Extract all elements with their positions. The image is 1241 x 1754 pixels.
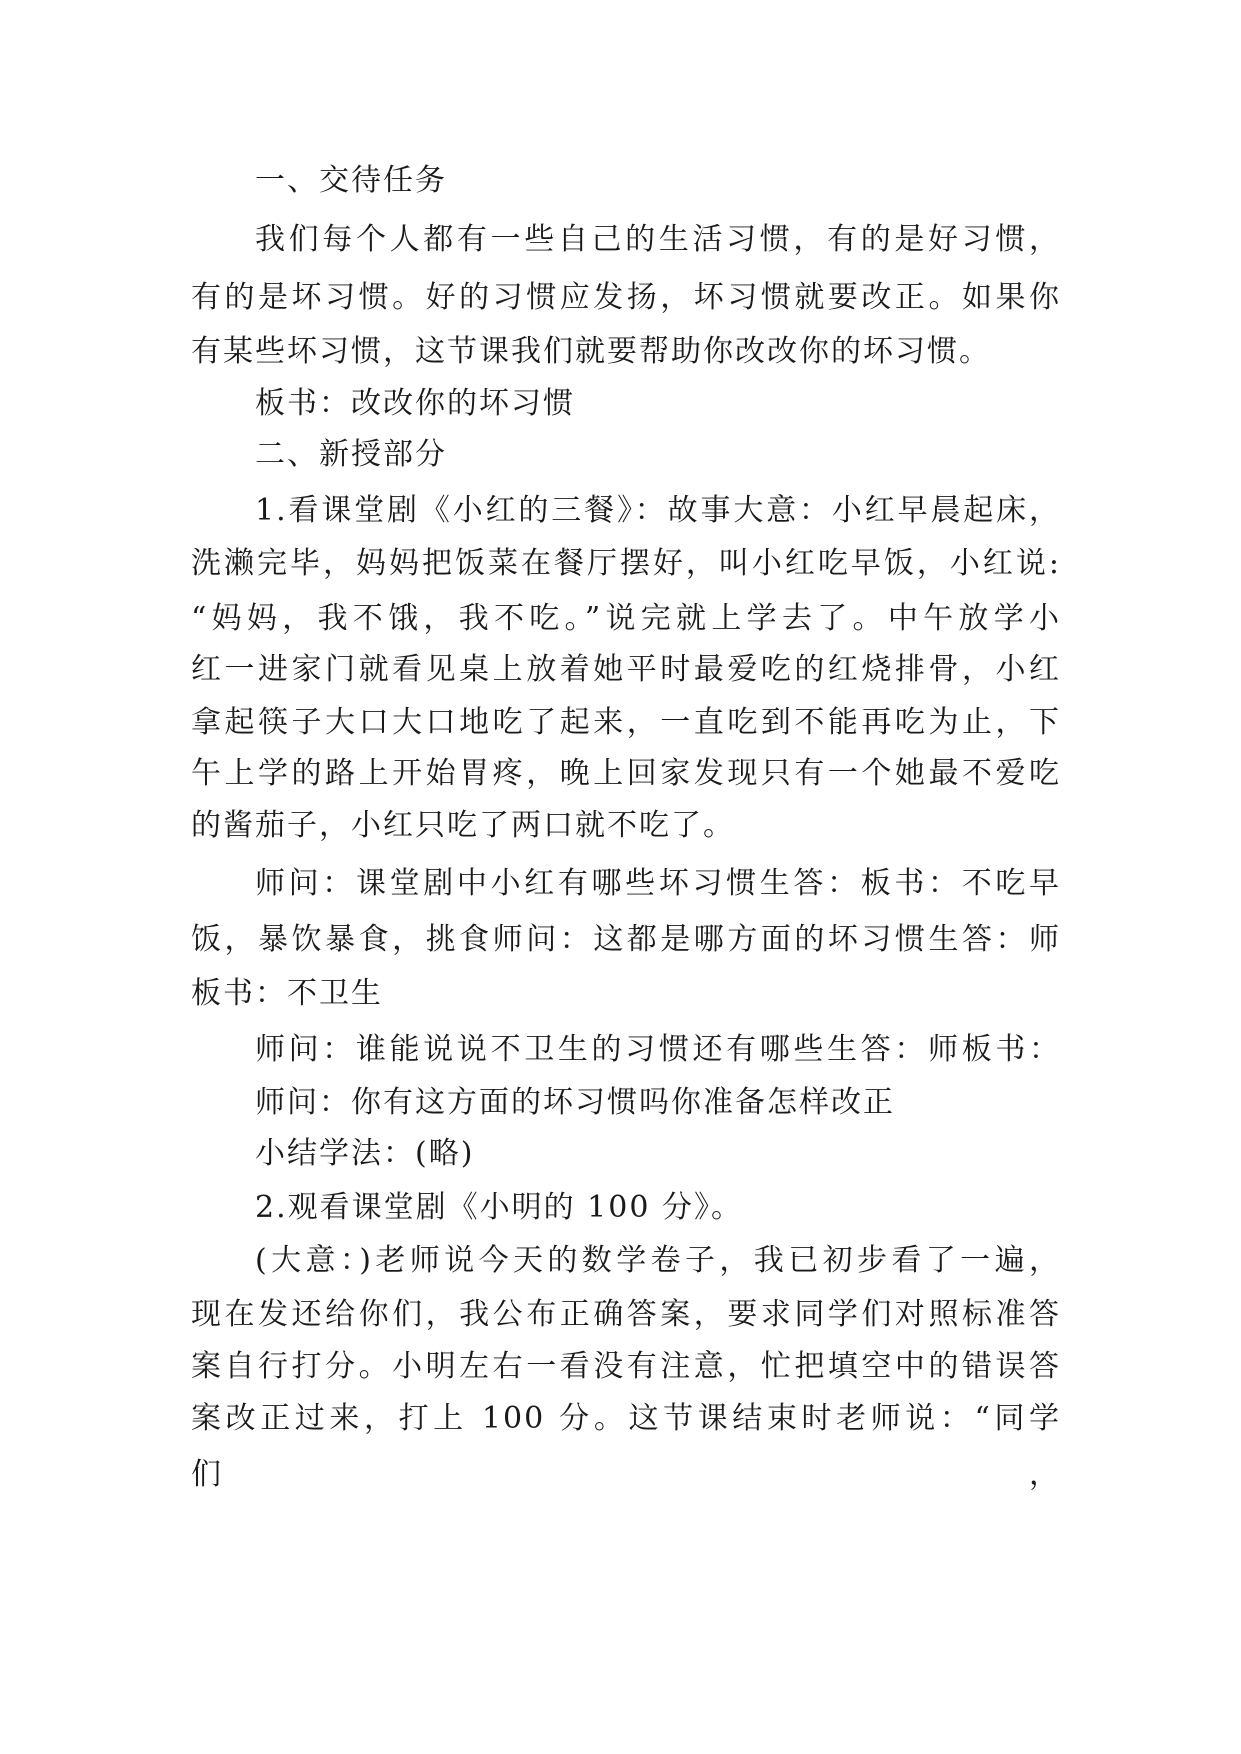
paragraph-line: “妈妈，我不饿，我不吃。”说完就上学去了。中午放学小: [191, 601, 1061, 636]
section-heading-1: 一、交待任务: [255, 163, 447, 198]
board-note: 板书：改改你的坏习惯: [255, 386, 575, 421]
paragraph-line: 午上学的路上开始胃疼，晚上回家发现只有一个她最不爱吃: [191, 756, 1061, 791]
paragraph-line: 红一进家门就看见桌上放着她平时最爱吃的红烧排骨，小红: [191, 652, 1061, 687]
paragraph-line: 师问：课堂剧中小红有哪些坏习惯生答：板书：不吃早: [255, 866, 1061, 901]
paragraph-line: 拿起筷子大口大口地吃了起来，一直吃到不能再吃为止，下: [191, 705, 1061, 740]
paragraph-line: 师问：你有这方面的坏习惯吗你准备怎样改正: [255, 1085, 895, 1120]
paragraph-line: 我们每个人都有一些自己的生活习惯，有的是好习惯，: [255, 222, 1061, 257]
paragraph-line: 有的是坏习惯。好的习惯应发扬，坏习惯就要改正。如果你: [191, 280, 1061, 315]
paragraph-line: (大意：)老师说今天的数学卷子，我已初步看了一遍，: [255, 1243, 1061, 1278]
paragraph-line: 有某些坏习惯，这节课我们就要帮助你改改你的坏习惯。: [191, 334, 991, 369]
paragraph-line: 师问：谁能说说不卫生的习惯还有哪些生答：师板书：: [255, 1032, 1061, 1067]
paragraph-line: 饭，暴饮暴食，挑食师问：这都是哪方面的坏习惯生答：师: [191, 922, 1061, 957]
paragraph-line: 2.观看课堂剧《小明的 100 分》。: [255, 1190, 743, 1225]
paragraph-line: 洗濑完毕，妈妈把饭菜在餐厅摆好，叫小红吃早饭，小红说:: [191, 546, 1061, 581]
paragraph-line: 板书：不卫生: [191, 976, 383, 1011]
summary-line: 小结学法：(略): [255, 1136, 475, 1171]
paragraph-line: 案改正过来，打上 100 分。这节课结束时老师说：“同学们，: [191, 1401, 1061, 1492]
paragraph-line: 1.看课堂剧《小红的三餐》：故事大意：小红早晨起床，: [255, 493, 1061, 528]
paragraph-line: 案自行打分。小明左右一看没有注意，忙把填空中的错误答: [191, 1349, 1061, 1384]
paragraph-line: 的酱茄子，小红只吃了两口就不吃了。: [191, 808, 735, 843]
section-heading-2: 二、新授部分: [255, 437, 447, 472]
paragraph-line: 现在发还给你们，我公布正确答案，要求同学们对照标准答: [191, 1297, 1061, 1332]
